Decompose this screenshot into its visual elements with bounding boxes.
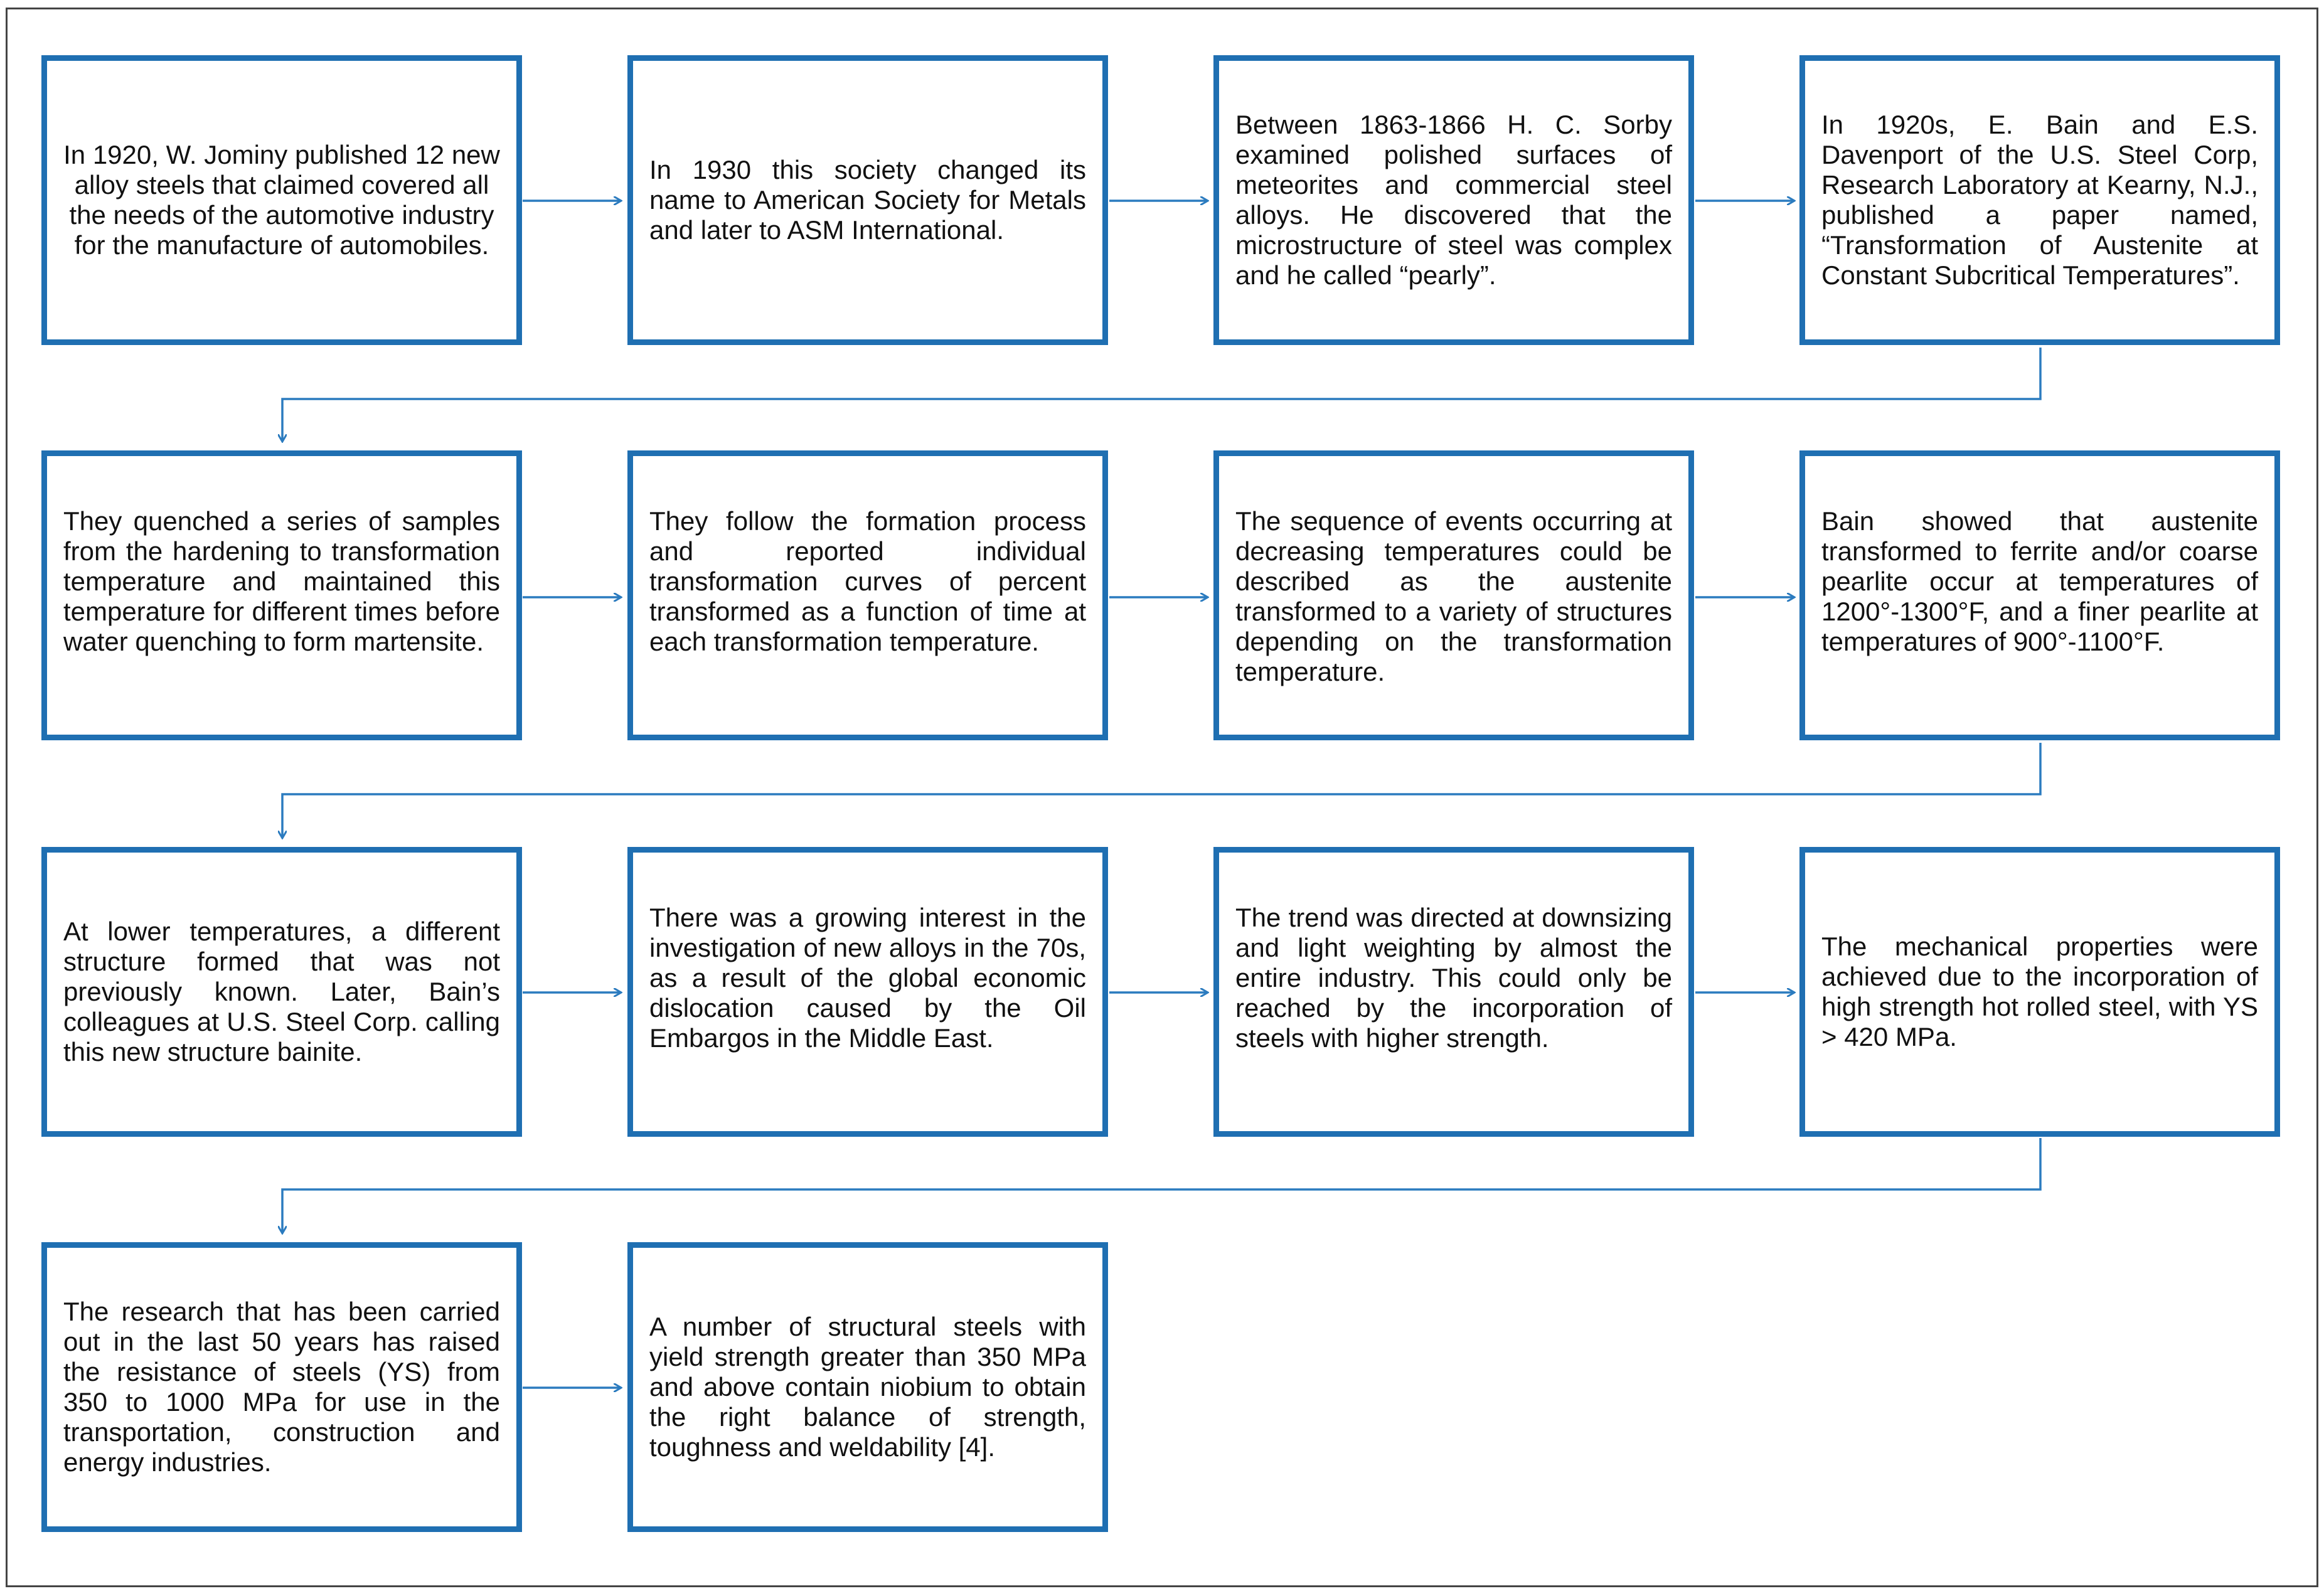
timeline-box-text: Bain showed that austenite transformed to ferrite and/or coarse pearlite occur at temperatures of 1200°-1300°F, and a finer pearlite at temperatures of 900°-1100°F. (1821, 506, 2258, 656)
timeline-box-text: There was a growing interest in the investigation of new alloys in the 70s, as a result of the global economic dislocation caused by the Oil Embargos in the Middle East. (649, 903, 1086, 1053)
timeline-box-text: The mechanical properties were achieved due to the incorporation of high strength hot rolled steel, with YS > 420 MPa. (1821, 932, 2258, 1051)
timeline-box-text: The research that has been carried out in the last 50 years has raised the resistance of steels (YS) from 350 to 1000 MPa for use in the transportation, construction and energy industries. (63, 1297, 500, 1477)
timeline-box-10 (627, 847, 1108, 1137)
timeline-box-14 (627, 1242, 1108, 1532)
arrow-8-9 (282, 743, 2040, 838)
arrow-4-5 (282, 348, 2040, 442)
timeline-box-1 (41, 55, 522, 345)
timeline-box-5 (41, 450, 522, 740)
timeline-box-text: They quenched a series of samples from the hardening to transformation temperature and maintained this temperature for different times before water quenching to form martensite. (63, 506, 500, 656)
timeline-box-4 (1799, 55, 2280, 345)
timeline-box-text: At lower temperatures, a different structure formed that was not previously known. Later, Bain’s colleagues at U.S. Steel Corp. calling this new structure bainite. (63, 917, 500, 1067)
timeline-box-text: Between 1863-1866 H. C. Sorby examined polished surfaces of meteorites and commercial steel alloys. He discovered that the microstructure of steel was complex and he called “pearly”. (1235, 110, 1672, 290)
timeline-box-3 (1213, 55, 1694, 345)
timeline-box-text: The trend was directed at downsizing and light weighting by almost the entire industry. This could only be reached by the incorporation of steels with higher strength. (1235, 903, 1672, 1053)
timeline-box-11 (1213, 847, 1694, 1137)
timeline-box-text: In 1930 this society changed its name to American Society for Metals and later to ASM International. (649, 155, 1086, 245)
timeline-box-6 (627, 450, 1108, 740)
timeline-box-text: In 1920, W. Jominy published 12 new alloy steels that claimed covered all the needs of the automotive industry for the manufacture of automobiles. (63, 140, 500, 260)
timeline-box-8 (1799, 450, 2280, 740)
timeline-box-text: In 1920s, E. Bain and E.S. Davenport of the U.S. Steel Corp, Research Laboratory at Kearny, N.J., published a paper named, “Transformation of Austenite at Constant Subcritical Temperatures”. (1821, 110, 2258, 290)
timeline-box-2 (627, 55, 1108, 345)
timeline-box-text: The sequence of events occurring at decreasing temperatures could be described as the austenite transformed to a variety of structures depending on the transformation temperature. (1235, 506, 1672, 686)
timeline-box-text: They follow the formation process and reported individual transformation curves of percent transformed as a function of time at each transformation temperature. (649, 506, 1086, 656)
timeline-box-13 (41, 1242, 522, 1532)
timeline-box-text: A number of structural steels with yield strength greater than 350 MPa and above contain niobium to obtain the right balance of strength, toughness and weldability [4]. (649, 1312, 1086, 1462)
timeline-box-9 (41, 847, 522, 1137)
arrow-12-13 (282, 1138, 2040, 1233)
timeline-box-7 (1213, 450, 1694, 740)
timeline-box-12 (1799, 847, 2280, 1137)
